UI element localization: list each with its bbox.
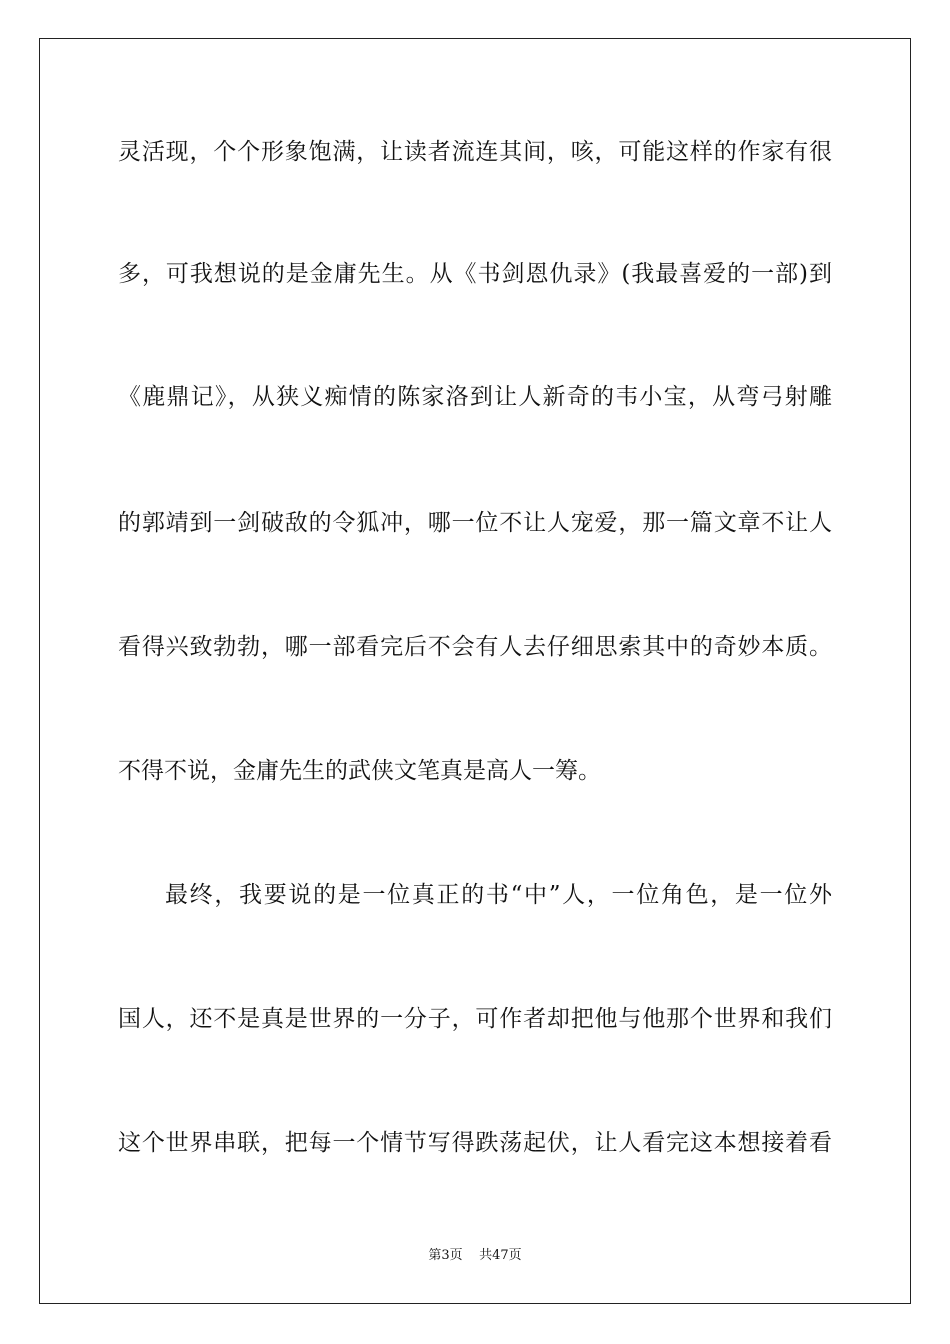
text-line: 国人，还不是真是世界的一分子，可作者却把他与他那个世界和我们 [118, 1006, 832, 1032]
text-line: 最终，我要说的是一位真正的书“中”人，一位角色，是一位外 [165, 882, 832, 908]
text-line: 多，可我想说的是金庸先生。从《书剑恩仇录》(我最喜爱的一部)到 [118, 261, 832, 287]
text-line: 《鹿鼎记》，从狭义痴情的陈家洛到让人新奇的韦小宝，从弯弓射雕 [118, 384, 832, 410]
page-number: 第3页 [428, 1248, 463, 1263]
text-line: 不得不说，金庸先生的武侠文笔真是高人一筹。 [118, 758, 601, 784]
page-footer [0, 1247, 950, 1265]
text-line: 的郭靖到一剑破敌的令狐冲，哪一位不让人宠爱，那一篇文章不让人 [118, 510, 832, 536]
text-line: 灵活现，个个形象饱满，让读者流连其间，咳，可能这样的作家有很 [118, 139, 832, 165]
page-border [39, 38, 911, 1304]
text-line: 看得兴致勃勃，哪一部看完后不会有人去仔细思索其中的奇妙本质。 [118, 634, 832, 660]
total-pages: 共47页 [479, 1248, 522, 1263]
text-line: 这个世界串联，把每一个情节写得跌荡起伏，让人看完这本想接着看 [118, 1130, 832, 1156]
